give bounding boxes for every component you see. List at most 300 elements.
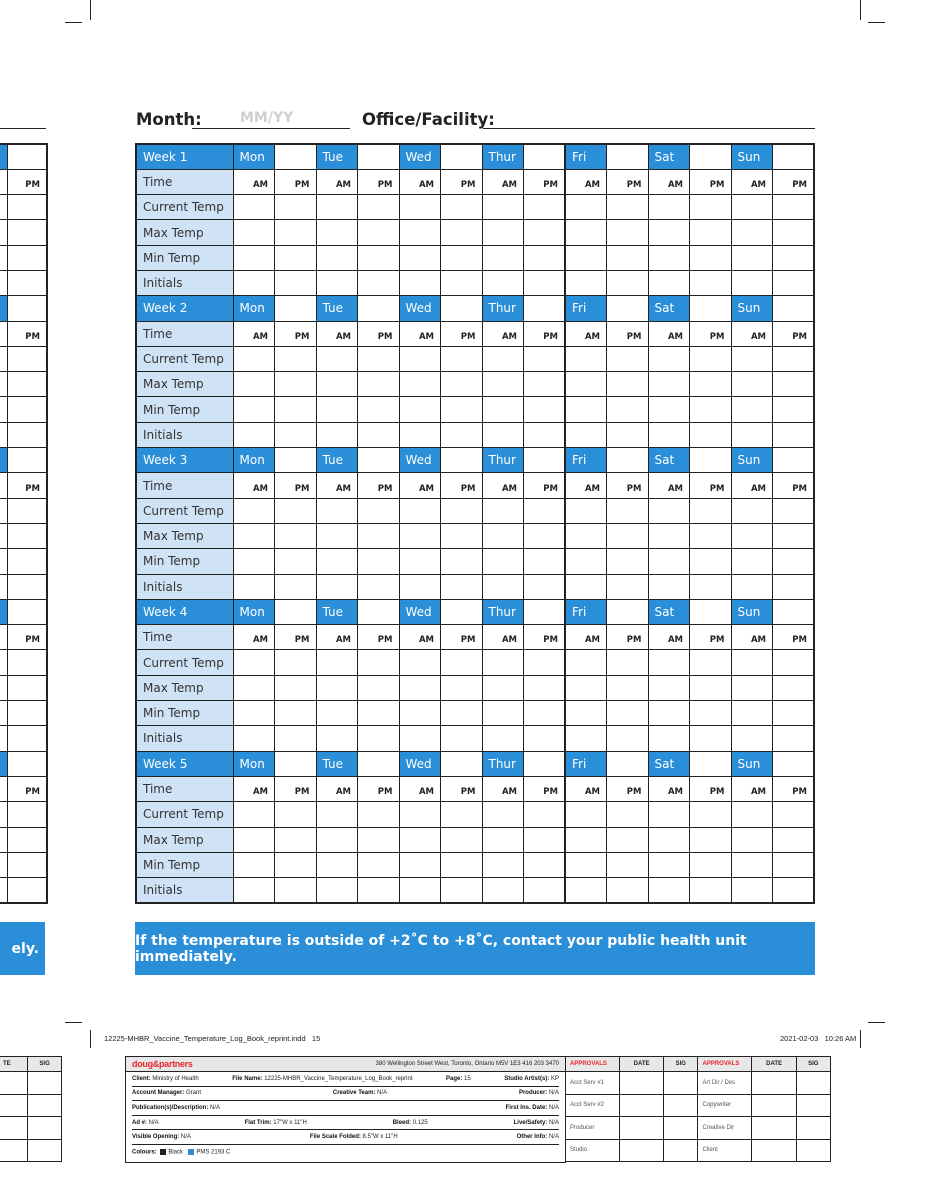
entry-cell[interactable] — [275, 827, 317, 852]
am-cell[interactable]: AM — [565, 473, 607, 498]
pm-cell[interactable]: PM — [607, 169, 649, 194]
entry-cell[interactable] — [316, 726, 358, 751]
entry-cell[interactable] — [607, 852, 649, 877]
entry-cell[interactable] — [773, 827, 815, 852]
entry-cell[interactable] — [358, 827, 400, 852]
entry-cell[interactable] — [773, 346, 815, 371]
am-cell[interactable]: AM — [399, 321, 441, 346]
entry-cell[interactable] — [358, 549, 400, 574]
entry-cell[interactable] — [275, 878, 317, 903]
entry-cell[interactable] — [441, 422, 483, 447]
approval-sig-cell[interactable] — [796, 1072, 830, 1095]
entry-cell[interactable] — [690, 220, 732, 245]
entry-cell[interactable] — [565, 726, 607, 751]
entry-cell[interactable] — [773, 852, 815, 877]
entry-cell[interactable] — [233, 346, 275, 371]
entry-cell[interactable] — [399, 498, 441, 523]
entry-cell[interactable] — [399, 372, 441, 397]
entry-cell[interactable] — [731, 220, 773, 245]
entry-cell[interactable] — [648, 675, 690, 700]
am-cell[interactable]: AM — [399, 776, 441, 801]
entry-cell[interactable] — [565, 827, 607, 852]
entry-cell[interactable] — [358, 574, 400, 599]
entry-cell[interactable] — [648, 220, 690, 245]
entry-cell[interactable] — [482, 372, 524, 397]
entry-cell[interactable] — [565, 802, 607, 827]
entry-cell[interactable] — [316, 549, 358, 574]
entry-cell[interactable] — [441, 549, 483, 574]
entry-cell[interactable] — [565, 675, 607, 700]
entry-cell[interactable] — [233, 827, 275, 852]
entry-cell[interactable] — [648, 245, 690, 270]
entry-cell[interactable] — [399, 346, 441, 371]
entry-cell[interactable] — [482, 498, 524, 523]
entry-cell[interactable] — [275, 422, 317, 447]
entry-cell[interactable] — [233, 549, 275, 574]
entry-cell[interactable] — [482, 852, 524, 877]
entry-cell[interactable] — [773, 701, 815, 726]
entry-cell[interactable] — [441, 650, 483, 675]
entry-cell[interactable] — [524, 372, 566, 397]
entry-cell[interactable] — [565, 220, 607, 245]
entry-cell[interactable] — [275, 220, 317, 245]
entry-cell[interactable] — [690, 498, 732, 523]
pm-cell[interactable]: PM — [358, 169, 400, 194]
entry-cell[interactable] — [731, 878, 773, 903]
entry-cell[interactable] — [399, 827, 441, 852]
entry-cell[interactable] — [773, 574, 815, 599]
entry-cell[interactable] — [648, 270, 690, 295]
entry-cell[interactable] — [275, 346, 317, 371]
entry-cell[interactable] — [524, 422, 566, 447]
am-cell[interactable]: AM — [482, 625, 524, 650]
entry-cell[interactable] — [607, 701, 649, 726]
entry-cell[interactable] — [731, 827, 773, 852]
entry-cell[interactable] — [399, 726, 441, 751]
entry-cell[interactable] — [275, 523, 317, 548]
entry-cell[interactable] — [690, 270, 732, 295]
entry-cell[interactable] — [358, 195, 400, 220]
entry-cell[interactable] — [358, 397, 400, 422]
entry-cell[interactable] — [773, 270, 815, 295]
entry-cell[interactable] — [524, 245, 566, 270]
entry-cell[interactable] — [316, 245, 358, 270]
entry-cell[interactable] — [482, 878, 524, 903]
entry-cell[interactable] — [399, 574, 441, 599]
entry-cell[interactable] — [565, 498, 607, 523]
am-cell[interactable]: AM — [565, 625, 607, 650]
approval-date-cell[interactable] — [620, 1117, 664, 1140]
am-cell[interactable]: AM — [731, 776, 773, 801]
entry-cell[interactable] — [607, 878, 649, 903]
entry-cell[interactable] — [773, 675, 815, 700]
entry-cell[interactable] — [524, 852, 566, 877]
entry-cell[interactable] — [773, 523, 815, 548]
entry-cell[interactable] — [399, 270, 441, 295]
pm-cell[interactable]: PM — [690, 321, 732, 346]
approval-date-cell[interactable] — [620, 1139, 664, 1162]
am-cell[interactable]: AM — [565, 169, 607, 194]
entry-cell[interactable] — [441, 726, 483, 751]
entry-cell[interactable] — [233, 498, 275, 523]
approval-date-cell[interactable] — [752, 1072, 796, 1095]
entry-cell[interactable] — [565, 701, 607, 726]
entry-cell[interactable] — [482, 220, 524, 245]
entry-cell[interactable] — [482, 827, 524, 852]
entry-cell[interactable] — [316, 372, 358, 397]
entry-cell[interactable] — [607, 523, 649, 548]
approval-sig-cell[interactable] — [664, 1117, 698, 1140]
entry-cell[interactable] — [482, 422, 524, 447]
entry-cell[interactable] — [565, 346, 607, 371]
entry-cell[interactable] — [358, 523, 400, 548]
entry-cell[interactable] — [648, 650, 690, 675]
entry-cell[interactable] — [773, 726, 815, 751]
entry-cell[interactable] — [441, 346, 483, 371]
entry-cell[interactable] — [399, 802, 441, 827]
entry-cell[interactable] — [690, 878, 732, 903]
pm-cell[interactable]: PM — [690, 776, 732, 801]
entry-cell[interactable] — [565, 422, 607, 447]
entry-cell[interactable] — [399, 195, 441, 220]
am-cell[interactable]: AM — [648, 473, 690, 498]
entry-cell[interactable] — [316, 650, 358, 675]
entry-cell[interactable] — [482, 574, 524, 599]
entry-cell[interactable] — [690, 549, 732, 574]
entry-cell[interactable] — [607, 195, 649, 220]
entry-cell[interactable] — [399, 701, 441, 726]
entry-cell[interactable] — [690, 852, 732, 877]
facility-field[interactable] — [483, 114, 815, 129]
pm-cell[interactable]: PM — [773, 776, 815, 801]
am-cell[interactable]: AM — [482, 169, 524, 194]
entry-cell[interactable] — [233, 726, 275, 751]
entry-cell[interactable] — [316, 701, 358, 726]
entry-cell[interactable] — [731, 852, 773, 877]
am-cell[interactable]: AM — [648, 169, 690, 194]
entry-cell[interactable] — [565, 650, 607, 675]
entry-cell[interactable] — [690, 372, 732, 397]
entry-cell[interactable] — [524, 498, 566, 523]
entry-cell[interactable] — [524, 701, 566, 726]
entry-cell[interactable] — [482, 346, 524, 371]
entry-cell[interactable] — [233, 675, 275, 700]
pm-cell[interactable]: PM — [773, 473, 815, 498]
entry-cell[interactable] — [275, 397, 317, 422]
approval-sig-cell[interactable] — [796, 1117, 830, 1140]
entry-cell[interactable] — [565, 397, 607, 422]
entry-cell[interactable] — [441, 827, 483, 852]
entry-cell[interactable] — [441, 675, 483, 700]
entry-cell[interactable] — [524, 195, 566, 220]
entry-cell[interactable] — [482, 726, 524, 751]
entry-cell[interactable] — [316, 852, 358, 877]
entry-cell[interactable] — [399, 675, 441, 700]
entry-cell[interactable] — [482, 195, 524, 220]
entry-cell[interactable] — [648, 523, 690, 548]
entry-cell[interactable] — [275, 852, 317, 877]
entry-cell[interactable] — [731, 726, 773, 751]
entry-cell[interactable] — [399, 220, 441, 245]
entry-cell[interactable] — [690, 827, 732, 852]
entry-cell[interactable] — [524, 878, 566, 903]
entry-cell[interactable] — [316, 878, 358, 903]
am-cell[interactable]: AM — [316, 473, 358, 498]
entry-cell[interactable] — [233, 701, 275, 726]
am-cell[interactable]: AM — [648, 625, 690, 650]
entry-cell[interactable] — [607, 827, 649, 852]
am-cell[interactable]: AM — [233, 169, 275, 194]
pm-cell[interactable]: PM — [524, 321, 566, 346]
entry-cell[interactable] — [316, 220, 358, 245]
entry-cell[interactable] — [731, 675, 773, 700]
entry-cell[interactable] — [358, 878, 400, 903]
entry-cell[interactable] — [690, 650, 732, 675]
entry-cell[interactable] — [316, 422, 358, 447]
entry-cell[interactable] — [441, 523, 483, 548]
entry-cell[interactable] — [648, 802, 690, 827]
entry-cell[interactable] — [607, 726, 649, 751]
entry-cell[interactable] — [399, 852, 441, 877]
entry-cell[interactable] — [482, 245, 524, 270]
entry-cell[interactable] — [441, 397, 483, 422]
approval-sig-cell[interactable] — [664, 1139, 698, 1162]
am-cell[interactable]: AM — [316, 625, 358, 650]
entry-cell[interactable] — [690, 675, 732, 700]
entry-cell[interactable] — [358, 220, 400, 245]
entry-cell[interactable] — [441, 498, 483, 523]
entry-cell[interactable] — [233, 270, 275, 295]
entry-cell[interactable] — [275, 650, 317, 675]
entry-cell[interactable] — [358, 498, 400, 523]
entry-cell[interactable] — [607, 498, 649, 523]
entry-cell[interactable] — [275, 270, 317, 295]
am-cell[interactable]: AM — [731, 473, 773, 498]
entry-cell[interactable] — [358, 675, 400, 700]
entry-cell[interactable] — [690, 397, 732, 422]
entry-cell[interactable] — [565, 372, 607, 397]
entry-cell[interactable] — [607, 220, 649, 245]
am-cell[interactable]: AM — [399, 169, 441, 194]
entry-cell[interactable] — [690, 195, 732, 220]
entry-cell[interactable] — [607, 245, 649, 270]
pm-cell[interactable]: PM — [275, 321, 317, 346]
entry-cell[interactable] — [275, 498, 317, 523]
entry-cell[interactable] — [482, 701, 524, 726]
entry-cell[interactable] — [482, 549, 524, 574]
entry-cell[interactable] — [275, 195, 317, 220]
entry-cell[interactable] — [399, 878, 441, 903]
entry-cell[interactable] — [648, 397, 690, 422]
approval-date-cell[interactable] — [620, 1072, 664, 1095]
entry-cell[interactable] — [565, 270, 607, 295]
entry-cell[interactable] — [233, 802, 275, 827]
entry-cell[interactable] — [275, 549, 317, 574]
approval-date-cell[interactable] — [752, 1139, 796, 1162]
entry-cell[interactable] — [773, 878, 815, 903]
entry-cell[interactable] — [773, 220, 815, 245]
pm-cell[interactable]: PM — [773, 321, 815, 346]
entry-cell[interactable] — [648, 549, 690, 574]
entry-cell[interactable] — [316, 195, 358, 220]
pm-cell[interactable]: PM — [441, 473, 483, 498]
entry-cell[interactable] — [441, 574, 483, 599]
am-cell[interactable]: AM — [731, 321, 773, 346]
entry-cell[interactable] — [233, 372, 275, 397]
entry-cell[interactable] — [648, 195, 690, 220]
am-cell[interactable]: AM — [648, 776, 690, 801]
pm-cell[interactable]: PM — [690, 473, 732, 498]
entry-cell[interactable] — [233, 220, 275, 245]
entry-cell[interactable] — [233, 422, 275, 447]
entry-cell[interactable] — [233, 397, 275, 422]
entry-cell[interactable] — [233, 245, 275, 270]
pm-cell[interactable]: PM — [358, 321, 400, 346]
entry-cell[interactable] — [316, 675, 358, 700]
entry-cell[interactable] — [441, 220, 483, 245]
am-cell[interactable]: AM — [399, 473, 441, 498]
entry-cell[interactable] — [773, 195, 815, 220]
am-cell[interactable]: AM — [316, 776, 358, 801]
entry-cell[interactable] — [275, 372, 317, 397]
entry-cell[interactable] — [690, 574, 732, 599]
entry-cell[interactable] — [524, 650, 566, 675]
pm-cell[interactable]: PM — [441, 321, 483, 346]
entry-cell[interactable] — [565, 574, 607, 599]
entry-cell[interactable] — [773, 650, 815, 675]
am-cell[interactable]: AM — [399, 625, 441, 650]
approval-date-cell[interactable] — [620, 1094, 664, 1117]
entry-cell[interactable] — [607, 802, 649, 827]
entry-cell[interactable] — [648, 372, 690, 397]
entry-cell[interactable] — [690, 802, 732, 827]
entry-cell[interactable] — [773, 422, 815, 447]
entry-cell[interactable] — [731, 346, 773, 371]
entry-cell[interactable] — [399, 245, 441, 270]
pm-cell[interactable]: PM — [607, 473, 649, 498]
pm-cell[interactable]: PM — [773, 625, 815, 650]
entry-cell[interactable] — [316, 827, 358, 852]
entry-cell[interactable] — [399, 397, 441, 422]
entry-cell[interactable] — [773, 549, 815, 574]
entry-cell[interactable] — [524, 827, 566, 852]
entry-cell[interactable] — [441, 195, 483, 220]
entry-cell[interactable] — [648, 827, 690, 852]
entry-cell[interactable] — [358, 372, 400, 397]
entry-cell[interactable] — [731, 422, 773, 447]
am-cell[interactable]: AM — [482, 776, 524, 801]
pm-cell[interactable]: PM — [607, 625, 649, 650]
entry-cell[interactable] — [731, 650, 773, 675]
entry-cell[interactable] — [731, 270, 773, 295]
entry-cell[interactable] — [607, 372, 649, 397]
entry-cell[interactable] — [648, 346, 690, 371]
entry-cell[interactable] — [524, 270, 566, 295]
entry-cell[interactable] — [441, 701, 483, 726]
entry-cell[interactable] — [358, 802, 400, 827]
pm-cell[interactable]: PM — [607, 776, 649, 801]
approval-date-cell[interactable] — [752, 1117, 796, 1140]
entry-cell[interactable] — [607, 650, 649, 675]
entry-cell[interactable] — [275, 245, 317, 270]
entry-cell[interactable] — [607, 675, 649, 700]
entry-cell[interactable] — [524, 397, 566, 422]
entry-cell[interactable] — [316, 802, 358, 827]
entry-cell[interactable] — [233, 574, 275, 599]
pm-cell[interactable]: PM — [524, 473, 566, 498]
pm-cell[interactable]: PM — [441, 169, 483, 194]
entry-cell[interactable] — [524, 549, 566, 574]
entry-cell[interactable] — [731, 701, 773, 726]
entry-cell[interactable] — [607, 346, 649, 371]
approval-sig-cell[interactable] — [796, 1094, 830, 1117]
entry-cell[interactable] — [731, 195, 773, 220]
approval-date-cell[interactable] — [752, 1094, 796, 1117]
am-cell[interactable]: AM — [233, 321, 275, 346]
entry-cell[interactable] — [648, 726, 690, 751]
entry-cell[interactable] — [399, 549, 441, 574]
am-cell[interactable]: AM — [565, 321, 607, 346]
entry-cell[interactable] — [607, 397, 649, 422]
entry-cell[interactable] — [358, 852, 400, 877]
entry-cell[interactable] — [648, 422, 690, 447]
entry-cell[interactable] — [316, 498, 358, 523]
entry-cell[interactable] — [731, 372, 773, 397]
entry-cell[interactable] — [233, 650, 275, 675]
entry-cell[interactable] — [316, 270, 358, 295]
entry-cell[interactable] — [648, 498, 690, 523]
entry-cell[interactable] — [441, 372, 483, 397]
entry-cell[interactable] — [607, 270, 649, 295]
entry-cell[interactable] — [399, 650, 441, 675]
entry-cell[interactable] — [524, 220, 566, 245]
entry-cell[interactable] — [482, 650, 524, 675]
entry-cell[interactable] — [358, 650, 400, 675]
pm-cell[interactable]: PM — [773, 169, 815, 194]
entry-cell[interactable] — [524, 726, 566, 751]
entry-cell[interactable] — [358, 245, 400, 270]
entry-cell[interactable] — [441, 245, 483, 270]
pm-cell[interactable]: PM — [441, 625, 483, 650]
entry-cell[interactable] — [648, 852, 690, 877]
am-cell[interactable]: AM — [731, 625, 773, 650]
entry-cell[interactable] — [482, 270, 524, 295]
pm-cell[interactable]: PM — [275, 776, 317, 801]
entry-cell[interactable] — [233, 878, 275, 903]
am-cell[interactable]: AM — [233, 776, 275, 801]
entry-cell[interactable] — [648, 574, 690, 599]
am-cell[interactable]: AM — [233, 625, 275, 650]
entry-cell[interactable] — [731, 574, 773, 599]
entry-cell[interactable] — [607, 549, 649, 574]
pm-cell[interactable]: PM — [275, 625, 317, 650]
pm-cell[interactable]: PM — [358, 776, 400, 801]
entry-cell[interactable] — [441, 878, 483, 903]
entry-cell[interactable] — [316, 346, 358, 371]
entry-cell[interactable] — [565, 549, 607, 574]
entry-cell[interactable] — [690, 245, 732, 270]
pm-cell[interactable]: PM — [690, 169, 732, 194]
entry-cell[interactable] — [773, 372, 815, 397]
entry-cell[interactable] — [358, 726, 400, 751]
entry-cell[interactable] — [358, 701, 400, 726]
approval-sig-cell[interactable] — [664, 1094, 698, 1117]
entry-cell[interactable] — [565, 523, 607, 548]
pm-cell[interactable]: PM — [441, 776, 483, 801]
entry-cell[interactable] — [233, 195, 275, 220]
entry-cell[interactable] — [607, 574, 649, 599]
entry-cell[interactable] — [773, 245, 815, 270]
